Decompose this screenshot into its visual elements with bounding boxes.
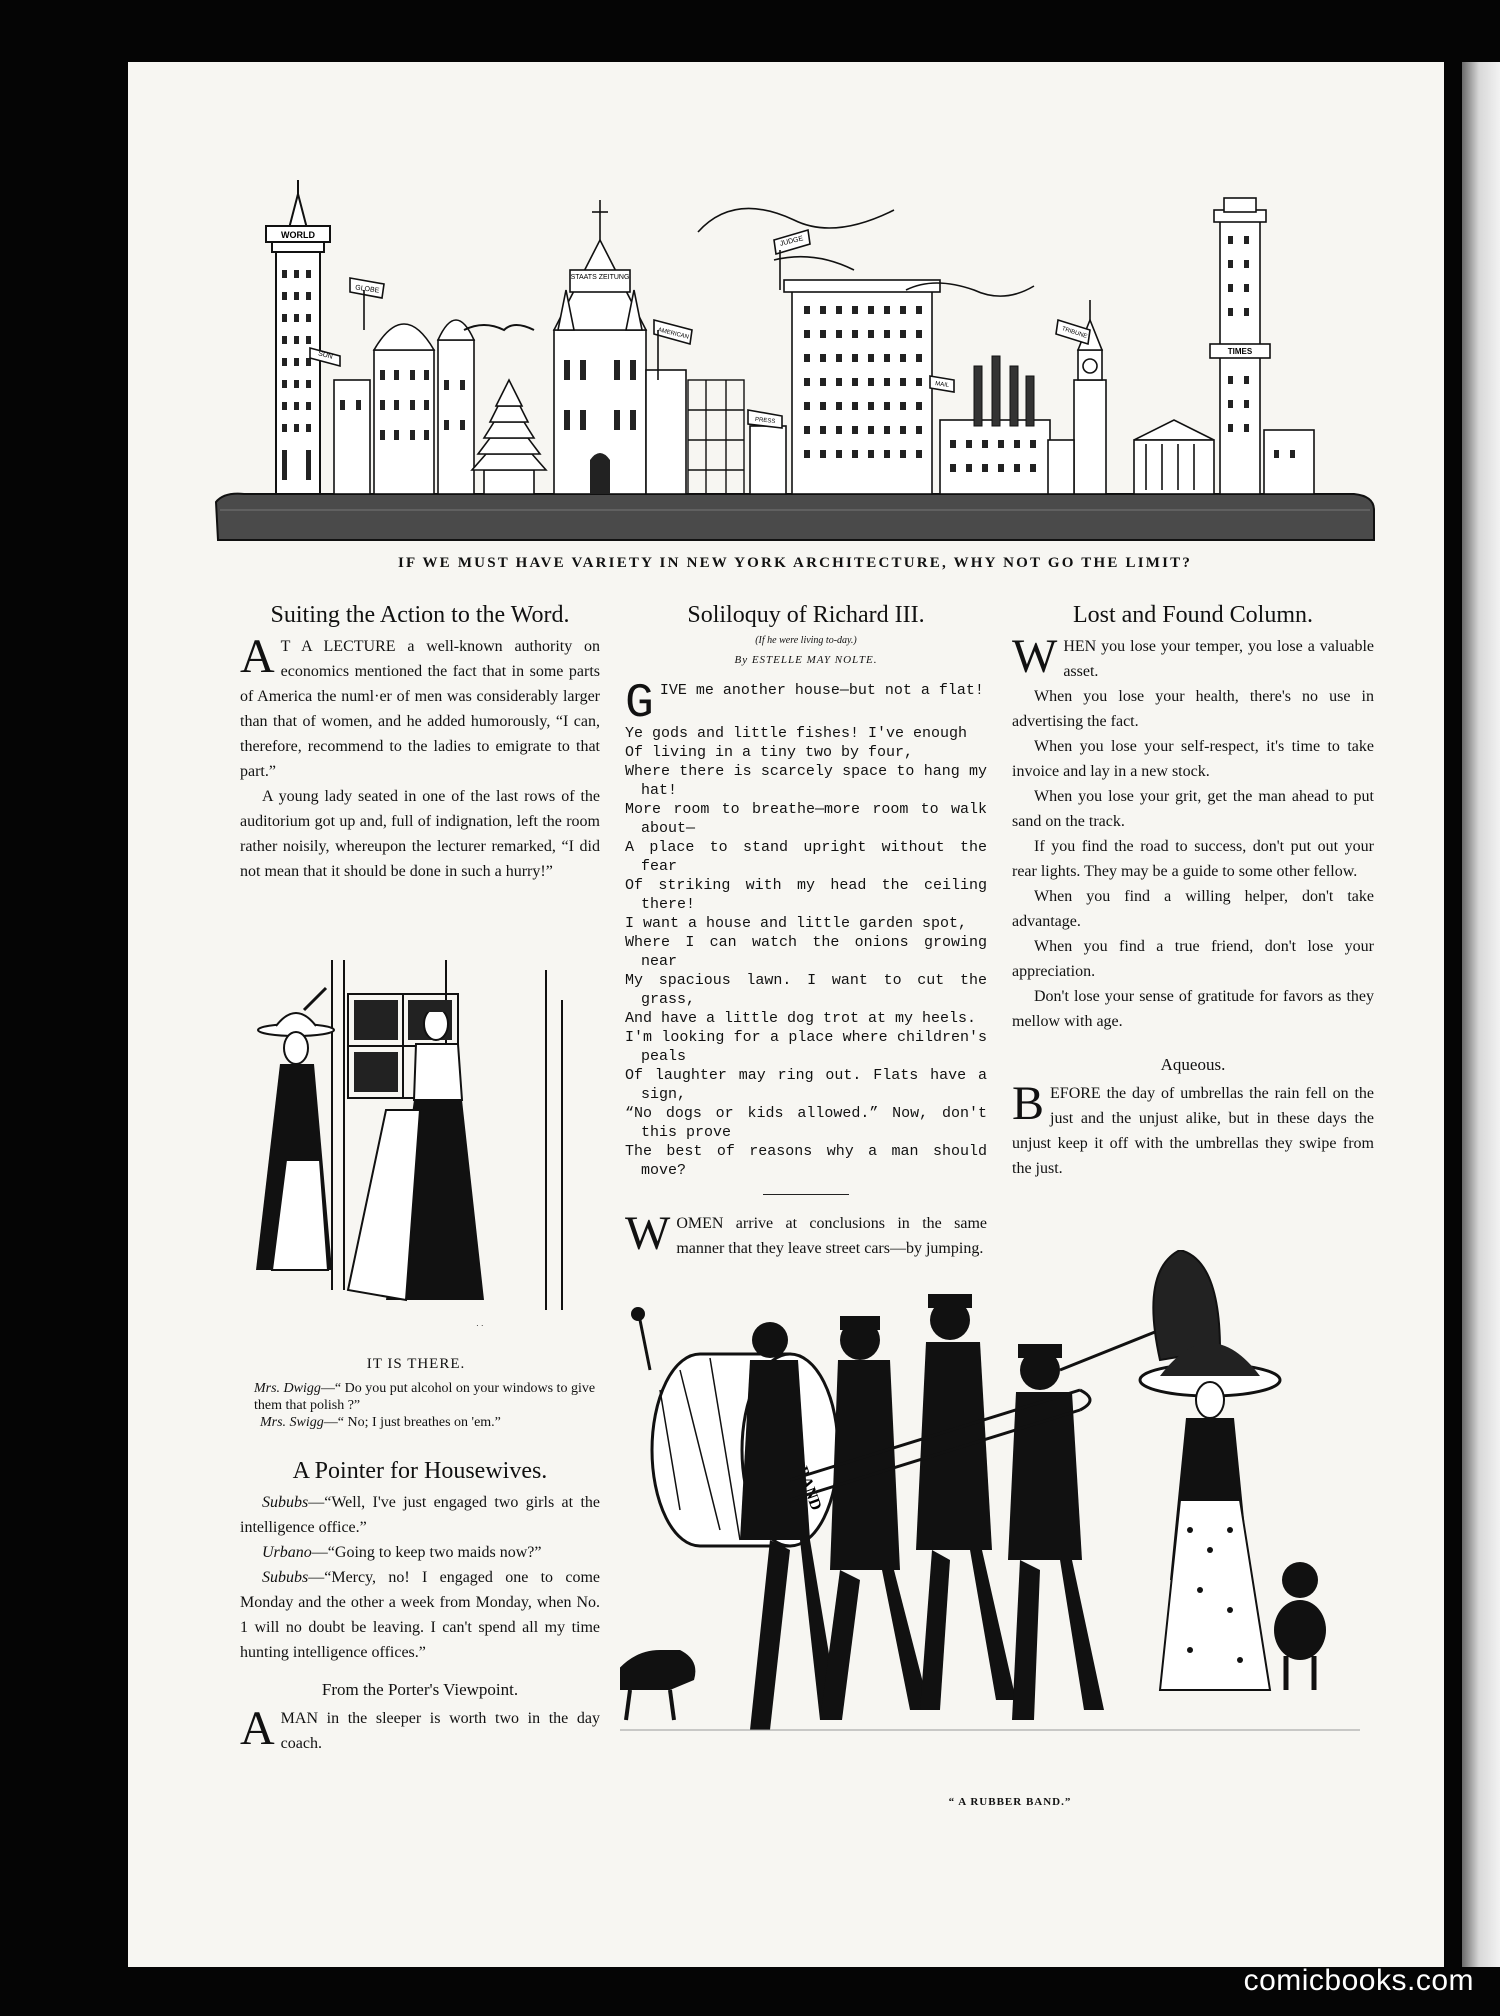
staats-zeitung-sign: STAATS ZEITUNG	[570, 274, 630, 281]
site-watermark: comicbooks.com	[1243, 1964, 1474, 1997]
column-3	[1012, 600, 1374, 1181]
article-paragraph: OMEN arrive at conclusions in the same manner that they leave street cars—by jumping.	[676, 1215, 987, 1257]
byline: By ESTELLE MAY NOLTE.	[734, 654, 878, 666]
poem	[625, 677, 987, 1180]
article-title-aqueous: Aqueous.	[1160, 1055, 1226, 1074]
dialog-line: —“ Do you put alcohol on your windows to give them that polish ?”	[254, 1381, 596, 1413]
article-paragraph: When you lose your health, there's no use in advertising the fact.	[1012, 688, 1374, 730]
divider	[763, 1194, 849, 1195]
drop-cap: G	[625, 677, 654, 731]
poem-line: I'm looking for a place where children's peals	[625, 1029, 987, 1065]
drop-cap: W	[625, 1207, 671, 1260]
article-paragraph: MAN in the sleeper is worth two in the day coach.	[280, 1710, 600, 1752]
times-sign: TIMES	[1227, 347, 1253, 356]
drop-cap: A	[240, 1702, 275, 1755]
column-2	[625, 600, 987, 1261]
poem-line: Ye gods and little fishes! I've enough	[625, 725, 968, 742]
poem-line: And have a little dog trot at my heels.	[625, 1010, 977, 1027]
drop-cap: W	[1012, 630, 1058, 683]
poem-line: Of striking with my head the ceiling there!	[625, 877, 987, 913]
svg-text:· ·: · ·	[476, 1321, 484, 1330]
dialog-line: —“Going to keep two maids now?”	[311, 1544, 542, 1561]
skyline-caption: IF WE MUST HAVE VARIETY IN NEW YORK ARCHITECTURE, WHY NOT GO THE LIMIT?	[397, 555, 1193, 571]
band-caption: “ A RUBBER BAND.”	[948, 1796, 1072, 1808]
poem-line: I want a house and little garden spot,	[625, 915, 968, 932]
drop-cap: B	[1012, 1077, 1045, 1130]
poem-line: Of living in a tiny two by four,	[625, 744, 914, 761]
mail-sign: MAIL	[934, 381, 950, 389]
window-cleaning-cartoon	[236, 960, 596, 1330]
article-title-soliloquy: Soliloquy of Richard III.	[687, 602, 925, 628]
article-title-pointer: A Pointer for Housewives.	[292, 1458, 548, 1484]
american-sign: AMERICAN	[657, 327, 690, 341]
speaker-name: Sububs	[262, 1494, 309, 1511]
article-title-porter: From the Porter's Viewpoint.	[321, 1680, 519, 1699]
poem-line: IVE me another house—but not a flat!	[659, 682, 984, 699]
subtitle-note: (If he were living to-day.)	[755, 635, 857, 646]
rubber-band-cartoon	[620, 1250, 1380, 1770]
poem-line: More room to breathe—more room to walk about—	[625, 801, 987, 837]
speaker-name: Urbano	[262, 1544, 312, 1561]
judge-sign: JUDGE	[779, 235, 804, 248]
cartoon-dialog	[254, 1380, 604, 1431]
press-sign: PRESS	[754, 416, 776, 426]
poem-line: A place to stand upright without the fear	[625, 839, 987, 875]
article-paragraph: When you lose your grit, get the man ahead to put sand on the track.	[1012, 788, 1374, 830]
poem-line: My spacious lawn. I want to cut the grass,	[625, 972, 987, 1008]
skyline-cartoon	[214, 180, 1376, 546]
speaker-name: Mrs. Dwigg	[254, 1381, 321, 1396]
sun-sign: SUN	[317, 350, 334, 361]
globe-sign: GLOBE	[354, 284, 380, 295]
poem-line: Of laughter may ring out. Flats have a sign,	[625, 1067, 987, 1103]
article-paragraph: When you find a true friend, don't lose your appreciation.	[1012, 938, 1374, 980]
article-paragraph: When you lose your self-respect, it's time to take invoice and lay in a new stock.	[1012, 738, 1374, 780]
article-paragraph: If you find the road to success, don't put out your rear lights. They may be a guide to some other fellow.	[1012, 838, 1374, 880]
article-paragraph: EFORE the day of umbrellas the rain fell on the just and the unjust alike, but in these days the unjust keep it off with the umbrellas they swipe from the just.	[1012, 1085, 1374, 1177]
article-paragraph: When you find a willing helper, don't take advantage.	[1012, 888, 1374, 930]
article-paragraph: A young lady seated in one of the last rows of the auditorium got up and, full of indignation, left the room rather noisily, whereupon the lecturer remarked, “I did not mean that it should be done in such a hurry!”	[240, 788, 600, 880]
tribune-sign: TRIBUNE	[1060, 326, 1088, 340]
poem-line: Where there is scarcely space to hang my hat!	[625, 763, 987, 799]
drum-label: BAND	[793, 1464, 825, 1513]
drop-cap: A	[240, 630, 275, 683]
world-sign: WORLD	[281, 230, 315, 240]
page-spine	[1462, 62, 1500, 1967]
poem-line: Where I can watch the onions growing near	[625, 934, 987, 970]
column-1-lower	[240, 1456, 600, 1756]
poem-line: “No dogs or kids allowed.” Now, don't this prove	[625, 1105, 987, 1141]
column-1	[240, 600, 600, 884]
speaker-name: Sububs	[262, 1569, 309, 1586]
dialog-line: —“Well, I've just engaged two girls at the intelligence office.”	[240, 1494, 600, 1536]
article-title-lost-found: Lost and Found Column.	[1072, 602, 1313, 628]
article-paragraph: HEN you lose your temper, you lose a valuable asset.	[1063, 638, 1374, 680]
dialog-line: —“ No; I just breathes on 'em.”	[323, 1415, 501, 1430]
speaker-name: Mrs. Swigg	[260, 1415, 324, 1430]
dialog-line: —“Mercy, no! I engaged one to come Monday and the other a week from Monday, when No. 1 will no doubt be leaving. I can't spend all my time hunting intelligence offices.”	[240, 1569, 600, 1661]
poem-line: The best of reasons why a man should move?	[625, 1143, 987, 1179]
article-title-suiting: Suiting the Action to the Word.	[270, 602, 570, 628]
article-paragraph: T A LECTURE a well-known authority on economics mentioned the fact that in some parts of America the numl·er of men was considerably larger than that of women, and he added humorously, “I can, therefore, recommend to the ladies to emigrate to that part.”	[240, 638, 600, 780]
article-paragraph: Don't lose your sense of gratitude for favors as they mellow with age.	[1012, 988, 1374, 1030]
cartoon-caption: IT IS THERE.	[366, 1356, 466, 1372]
